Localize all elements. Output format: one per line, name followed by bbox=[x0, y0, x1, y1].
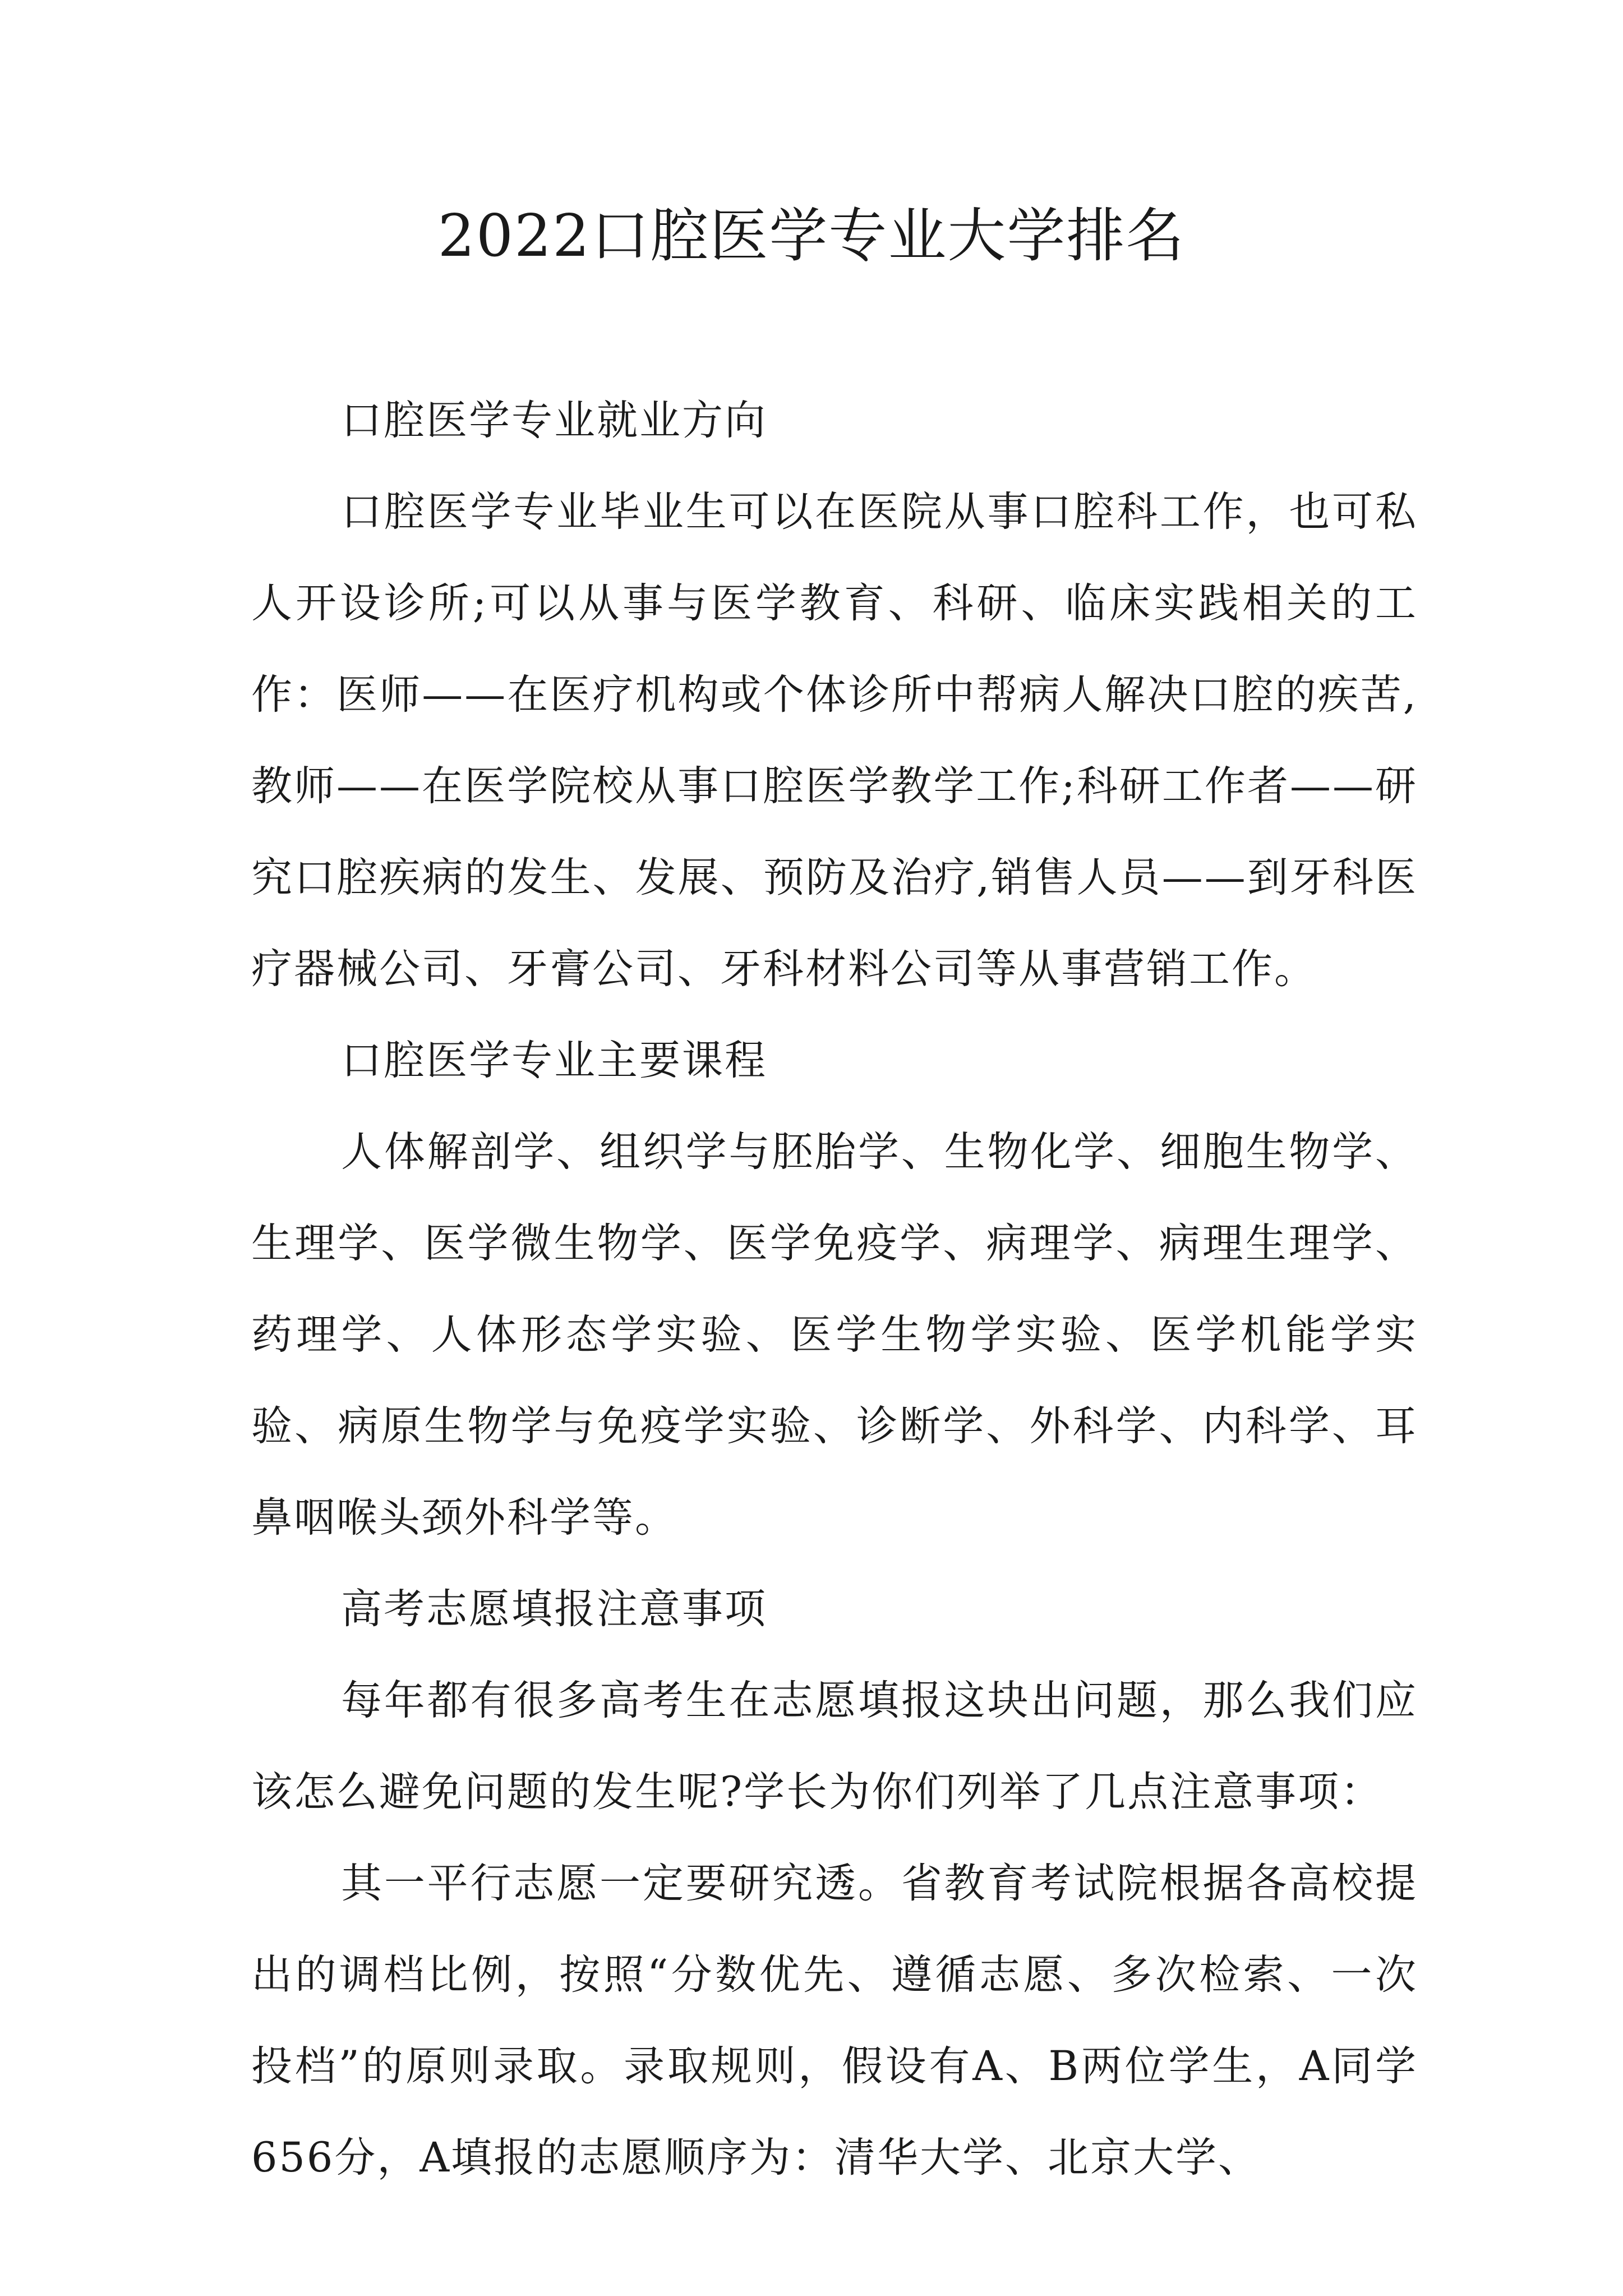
section-heading-courses: 口腔医学专业主要课程 bbox=[341, 1037, 767, 1084]
paragraph-application-intro: 每年都有很多高考生在志愿填报这块出问题，那么我们应该怎么避免问题的发生呢?学长为你们列举了几点注意事项： bbox=[251, 1677, 1418, 1816]
section-heading-employment: 口腔医学专业就业方向 bbox=[341, 397, 767, 444]
document-title: 2022口腔医学专业大学排名 bbox=[437, 201, 1186, 270]
section-heading-application-notes: 高考志愿填报注意事项 bbox=[341, 1585, 767, 1633]
paragraph-parallel-volunteer: 其一平行志愿一定要研究透。省教育考试院根据各高校提出的调档比例，按照“分数优先、遵循志愿、多次检索、一次投档”的原则录取。录取规则，假设有A、B两位学生，A同学656分，A填报的志愿顺序为：清华大学、北京大学、 bbox=[251, 1860, 1418, 2182]
document-body bbox=[251, 375, 1418, 2203]
paragraph-courses: 人体解剖学、组织学与胚胎学、生物化学、细胞生物学、生理学、医学微生物学、医学免疫学、病理学、病理生理学、药理学、人体形态学实验、医学生物学实验、医学机能学实验、病原生物学与免疫学实验、诊断学、外科学、内科学、耳鼻咽喉头颈外科学等。 bbox=[251, 1128, 1418, 1542]
paragraph-employment: 口腔医学专业毕业生可以在医院从事口腔科工作，也可私人开设诊所;可以从事与医学教育、科研、临床实践相关的工作：医师——在医疗机构或个体诊所中帮病人解决口腔的疾苦,教师——在医学院校从事口腔医学教学工作;科研工作者——研究口腔疾病的发生、发展、预防及治疗,销售人员——到牙科医疗器械公司、牙膏公司、牙科材料公司等从事营销工作。 bbox=[251, 488, 1418, 993]
